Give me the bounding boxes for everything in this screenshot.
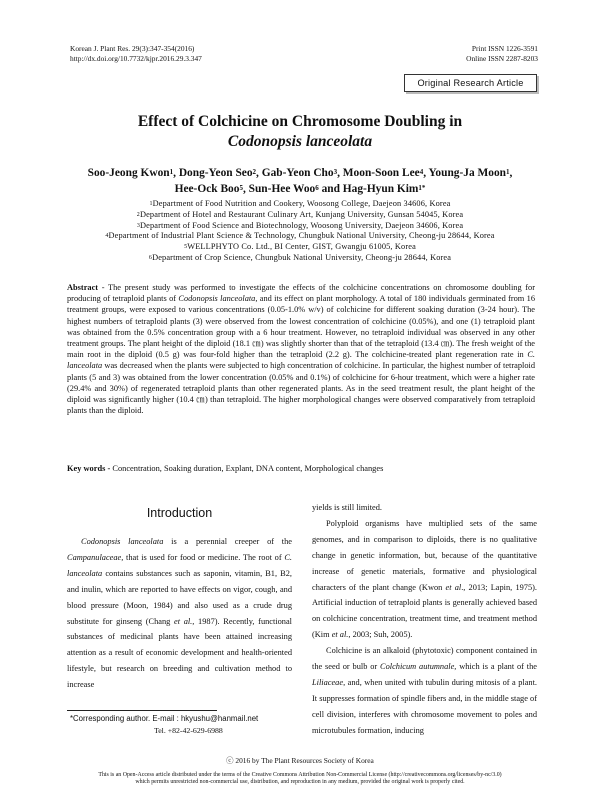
affiliation-item	[60, 253, 540, 264]
affiliation-marker: 1	[169, 168, 174, 176]
affiliation-number: 6	[148, 254, 153, 261]
affiliation-item	[60, 199, 540, 210]
affiliation-marker: 1	[506, 168, 510, 176]
body-text: , 2003; Suh, 2005).	[348, 630, 413, 640]
abstract-text: was decreased when the plants were subjected to high concentration of colchicine. In particular, the highest number of tetraploid plants (5 and 3) was obtained from the lower concentration (0.05% and 0.1%) of colchicine for 6-hour treatment, which were a higher rate (29.4% and 30%) of regenerated tetraploid plants than other regenerated plants. As in the seed treatment result, the plant height of the diploid was significantly higher (10.4 ㎝) than tetraploid. The higher morphological changes were observed comparatively from tetraploid plants than the diploid.	[67, 361, 535, 416]
intro-right-column	[312, 500, 537, 739]
author-name: Sun-Hee Woo	[248, 183, 316, 195]
species-name: C. lanceolata	[67, 350, 535, 371]
affiliation-text: Department of Hotel and Restaurant Culinary Art, Kunjang University, Gunsan 54045, Korea	[139, 209, 464, 219]
abstract-block	[67, 282, 535, 416]
online-issn: Online ISSN 2287-8203	[466, 54, 538, 63]
abstract-label: Abstract	[67, 283, 99, 292]
body-text: Polyploid organisms have multiplied sets of the same genomes, and in comparison to diploids, there is no qualitative change in genetic information, but, because of the quantitative increase of genetic materials, formative and physiological characters of the plant change (Kwon	[312, 518, 537, 592]
license-notice	[40, 772, 560, 786]
affiliation-item	[60, 242, 540, 253]
paragraph	[312, 643, 537, 738]
separator: ,	[173, 167, 179, 179]
affiliation-marker	[418, 184, 425, 192]
separator: ,	[256, 167, 262, 179]
corresponding-author: *Corresponding author. E-mail : hkyushu@hanmail.net	[70, 714, 259, 723]
citation-etal: et al	[445, 582, 462, 592]
affiliation-number: 5	[184, 244, 188, 251]
affiliation-number: 2	[136, 211, 140, 218]
paper-title-line1: Effect of Colchicine on Chromosome Doubling in	[137, 113, 463, 130]
paper-title-line2: Codonopsis lanceolata	[227, 133, 373, 150]
body-text: yields is still limited.	[312, 503, 382, 512]
separator: ,	[337, 167, 343, 179]
affiliation-marker: 3	[333, 168, 338, 176]
journal-header-left	[70, 44, 202, 64]
affiliation-marker: 5	[239, 184, 243, 192]
affiliation-number: 3	[136, 222, 140, 229]
author-list	[60, 165, 540, 197]
affiliation-marker: 4	[419, 168, 424, 176]
author-name: Dong-Yeon Seo	[178, 167, 253, 179]
affiliation-item	[60, 231, 540, 242]
family-name: Campanulaceae,	[67, 552, 124, 562]
keywords-text: Concentration, Soaking duration, Explant, DNA content, Morphological changes	[110, 464, 384, 473]
family-name: Liliaceae	[312, 677, 344, 687]
affiliation-item	[60, 221, 540, 232]
body-text: contains substances such as saponin, vitamin, B1, B2, and inulin, which are reported to have effects on vigor, cough, and blood pressure (Moon, 1984) and also used as a crude drug substitute for ginseng (Chang	[67, 568, 292, 626]
separator: ,	[242, 183, 249, 195]
affiliation-text: Department of Food Nutrition and Cookery, Woosong College, Daejeon 34606, Korea	[152, 199, 451, 208]
keywords-label: Key words -	[67, 464, 111, 473]
separator: ,	[423, 167, 429, 179]
section-heading-introduction: Introduction	[146, 506, 213, 520]
affiliation-number: 1	[418, 184, 422, 192]
species-name: Codonopsis lanceolata	[81, 537, 164, 546]
body-text: , and, when united with tubulin during mitosis of a plant. It suppresses formation of spindle fibers and, in the middle stage of cell division, interferes with chromosome movement to poles and microtubules formation, inducing	[312, 677, 537, 735]
affiliation-marker: 6	[315, 184, 319, 192]
body-text: , 1987). Recently, functional substances of medicinal plants have been attained increasing attention as a result of economic development and health-oriented lifestyle, but research on breeding and cultivation method to increase	[67, 616, 293, 690]
author-name: Hag-Hyun Kim	[342, 183, 419, 195]
copyright-line: ⓒ 2016 by The Plant Resources Society of Korea	[226, 756, 374, 765]
affiliation-list	[60, 199, 540, 264]
affiliation-text: Department of Food Science and Biotechnology, Woosong University, Daejeon 34606, Korea	[139, 220, 464, 230]
author-name: Young-Ja Moon	[428, 167, 506, 179]
abstract-text: - The present study was performed to investigate the effects of the colchicine concentrations on chromosome doubling for producing of tetraploid plants of	[67, 283, 535, 304]
abstract-text: , and its effect on plant morphology. A total of 180 individuals germinated from 16 treatment groups, were exposed to various concentrations (0.05-1.0% w/v) of colchicine for different soaking duration (3-24 hour). The highest numbers of tetraploid plants (3) were observed from the lowest concentration of colchicine (0.05%), and one (1) tetraploid plant was obtained from the 0.5% concentration group with a 6 hour treatment. However, no tetraploid individual was observed in any other treatment groups. The plant height of the diploid (18.1 ㎝) was slightly shorter than that of the tetraploid (13.4 ㎝). The fresh weight of the main root in the diploid (0.5 g) was four-fold higher than the tetraploid (2.2 g). The colchicine-treated plant regeneration rate in	[67, 294, 535, 360]
author-name: Soo-Jeong Kwon	[87, 167, 170, 179]
article-type-badge: Original Research Article	[404, 74, 537, 92]
affiliation-item	[60, 210, 540, 221]
affiliation-number: 1	[149, 201, 153, 207]
journal-header-right	[466, 44, 538, 64]
separator: ,	[509, 167, 513, 179]
affiliation-marker: 2	[252, 168, 257, 176]
license-line: This is an Open-Access article distributed under the terms of the Creative Commons Attribution Non-Commercial License (http://creativecommons.org/licenses/by-nc/3.0)	[98, 772, 502, 778]
affiliation-text: Department of Crop Science, Chungbuk National University, Cheong-ju 28644, Korea	[152, 252, 452, 262]
license-line: which permits unrestricted non-commercial use, distribution, and reproduction in any medium, provided the original work is properly cited.	[135, 779, 465, 786]
corresponding-phone: Tel. +82-42-629-6988	[154, 726, 223, 735]
print-issn: Print ISSN 1226-3591	[471, 44, 538, 53]
species-name: Colchicum autumnale	[380, 662, 455, 672]
author-name: Moon-Soon Lee	[342, 167, 420, 179]
affiliation-text: WELLPHYTO Co. Ltd., BI Center, GIST, Gwangju 61005, Korea	[187, 242, 416, 252]
author-name: Gab-Yeon Cho	[261, 167, 334, 179]
body-text: Colchicine is an alkaloid (phytotoxic) component contained in the seed or bulb or	[312, 646, 537, 672]
body-text: is a perennial creeper of the	[163, 537, 293, 546]
citation-etal: et al.	[173, 616, 193, 626]
species-name: C. lanceolata	[67, 552, 292, 578]
corresponding-star: *	[421, 184, 426, 192]
citation-etal: et al.	[331, 630, 349, 640]
body-text: that is used for food or medicine. The root of	[123, 552, 285, 562]
species-name: Codonopsis lanceolata	[178, 294, 256, 304]
affiliation-text: Department of Industrial Plant Science & Technology, Chungbuk National University, Cheong-ju 28644, Korea	[108, 231, 495, 241]
journal-citation: Korean J. Plant Res. 29(3):347-354(2016)	[70, 44, 195, 53]
doi-link[interactable]: http://dx.doi.org/10.7732/kjpr.2016.29.3.347	[70, 54, 202, 63]
affiliation-number: 4	[105, 233, 109, 240]
footnote-rule	[67, 710, 217, 711]
intro-left-column	[67, 534, 292, 693]
keywords-block	[67, 463, 535, 474]
author-name: Hee-Ock Boo	[174, 183, 240, 195]
separator: and	[318, 183, 343, 195]
paragraph	[312, 500, 537, 516]
body-text: ., 2013; Lapin, 1975). Artificial induction of tetraploid plants is generally achieved based on colchicine concentration, treatment time, and treatment method (Kim	[312, 582, 537, 640]
paragraph	[312, 516, 537, 643]
body-text: , which is a plant of the	[454, 662, 537, 672]
